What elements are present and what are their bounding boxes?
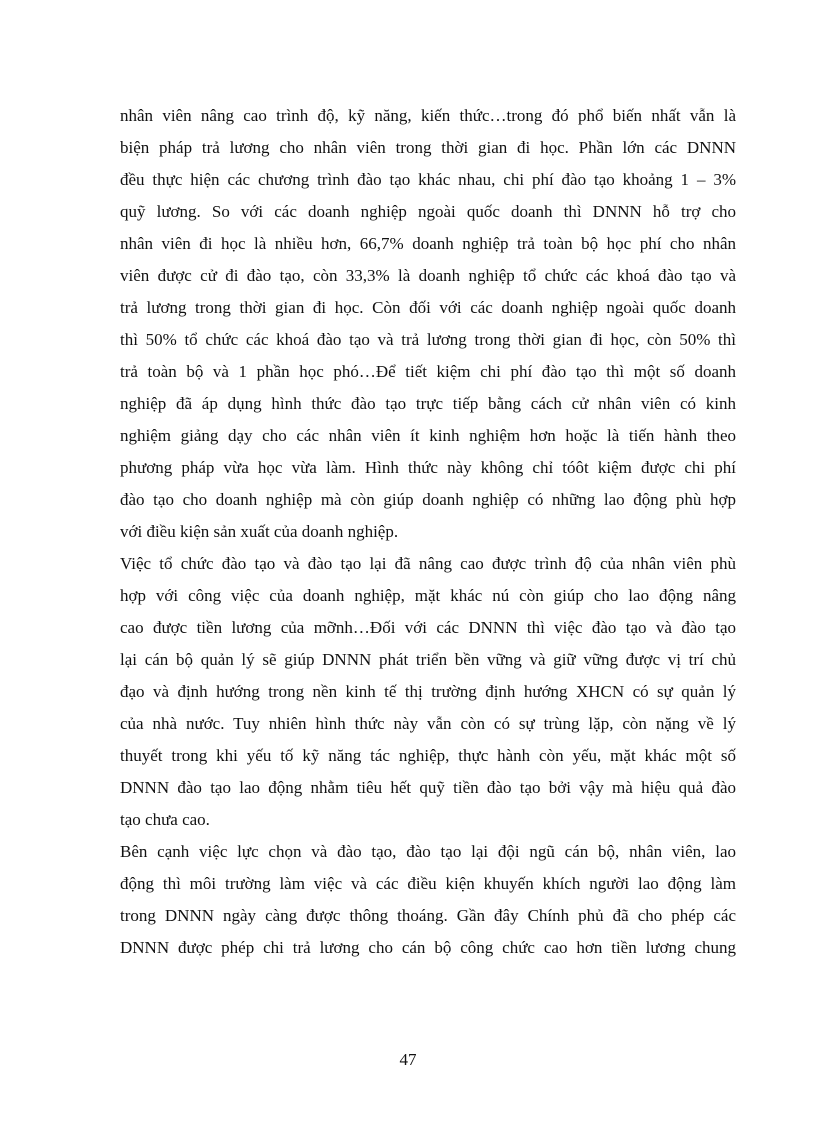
text-line: động thì môi trường làm việc và các điều kiện khuyến khích người lao động làm: [120, 874, 736, 893]
text-line: viên được cử đi đào tạo, còn 33,3% là doanh nghiệp tổ chức các khoá đào tạo và: [120, 266, 736, 285]
text-line: nghiệm giảng dạy cho các nhân viên ít kinh nghiệm hơn hoặc là tiến hành theo: [120, 426, 736, 445]
paragraph-3: [120, 836, 736, 964]
text-line: quỹ lương. So với các doanh nghiệp ngoài quốc doanh thì DNNN hỗ trợ cho: [120, 202, 736, 221]
text-line: với điều kiện sản xuất của doanh nghiệp.: [120, 522, 399, 541]
paragraph-1: [120, 100, 736, 548]
text-line: biện pháp trả lương cho nhân viên trong thời gian đi học. Phần lớn các DNNN: [120, 138, 736, 157]
text-line: thì 50% tổ chức các khoá đào tạo và trả lương trong thời gian đi học, còn 50% thì: [120, 330, 736, 349]
text-line: lại cán bộ quản lý sẽ giúp DNNN phát triển bền vững và giữ vững được vị trí chủ: [120, 650, 736, 669]
text-line: Việc tổ chức đào tạo và đào tạo lại đã nâng cao được trình độ của nhân viên phù: [120, 554, 736, 573]
paragraph-2: [120, 548, 736, 836]
text-line: hợp với công việc của doanh nghiệp, mặt khác nú còn giúp cho lao động nâng: [120, 586, 736, 605]
text-line: DNNN đào tạo lao động nhằm tiêu hết quỹ tiền đào tạo bởi vậy mà hiệu quả đào: [120, 778, 736, 797]
body-text: [120, 100, 736, 964]
text-line: nghiệp đã áp dụng hình thức đào tạo trực tiếp bằng cách cử nhân viên có kinh: [120, 394, 736, 413]
text-line: đạo và định hướng trong nền kinh tế thị trường định hướng XHCN có sự quản lý: [120, 682, 736, 701]
text-line: trong DNNN ngày càng được thông thoáng. Gần đây Chính phủ đã cho phép các: [120, 906, 736, 925]
text-line: nhân viên nâng cao trình độ, kỹ năng, kiến thức…trong đó phổ biến nhất vẫn là: [120, 106, 736, 125]
text-line: trả toàn bộ và 1 phần học phó…Để tiết kiệm chi phí đào tạo thì một số doanh: [120, 362, 736, 381]
text-line: thuyết trong khi yếu tố kỹ năng tác nghiệp, thực hành còn yếu, mặt khác một số: [120, 746, 736, 765]
text-line: nhân viên đi học là nhiều hơn, 66,7% doanh nghiệp trả toàn bộ học phí cho nhân: [120, 234, 736, 253]
text-line: của nhà nước. Tuy nhiên hình thức này vẫn còn có sự trùng lặp, còn nặng về lý: [120, 714, 736, 733]
text-line: Bên cạnh việc lực chọn và đào tạo, đào tạo lại đội ngũ cán bộ, nhân viên, lao: [120, 842, 736, 861]
page-number: 47: [399, 1050, 417, 1069]
text-line: trả lương trong thời gian đi học. Còn đối với các doanh nghiệp ngoài quốc doanh: [120, 298, 736, 317]
text-line: đào tạo cho doanh nghiệp mà còn giúp doanh nghiệp có những lao động phù hợp: [120, 490, 736, 509]
text-line: đều thực hiện các chương trình đào tạo khác nhau, chi phí đào tạo khoảng 1 – 3%: [120, 170, 736, 189]
text-line: tạo chưa cao.: [120, 810, 210, 829]
text-line: phương pháp vừa học vừa làm. Hình thức này không chỉ tóôt kiệm được chi phí: [120, 458, 736, 477]
text-line: cao được tiền lương của mỡnh…Đối với các DNNN thì việc đào tạo và đào tạo: [120, 618, 736, 637]
text-line: DNNN được phép chi trả lương cho cán bộ công chức cao hơn tiền lương chung: [120, 938, 736, 957]
